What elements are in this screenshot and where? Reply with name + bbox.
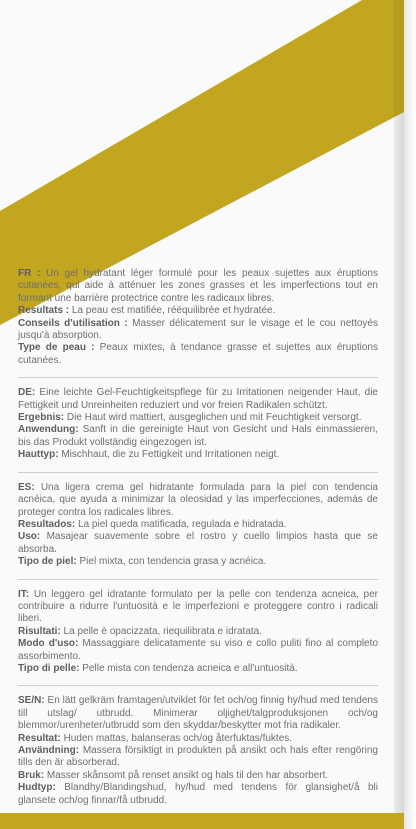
product-description [18, 268, 378, 807]
description-row [18, 424, 378, 449]
row-text: Masser délicatement sur le visage et le cou nettoyés jusqu'à absorption. [18, 317, 378, 342]
language-section [18, 589, 378, 676]
description-row [18, 782, 378, 807]
row-text: La pelle è opacizzata, riequilibrata e idratata. [60, 625, 263, 637]
description-row [18, 695, 378, 732]
row-label: DE: [18, 387, 36, 399]
row-text: Massaggiare delicatamente su viso e collo puliti fino al completo assorbimento. [18, 638, 378, 662]
row-text: Masser skånsomt på renset ansikt og hals til den har absorbert. [44, 769, 329, 781]
description-row [18, 412, 378, 424]
row-label: Hudtyp: [18, 782, 56, 794]
row-label: Resultats : [18, 305, 70, 317]
row-label: Type de peau : [18, 342, 95, 354]
description-row [18, 733, 378, 745]
language-section [18, 695, 378, 807]
row-label: Användning: [18, 745, 80, 756]
row-text: Blandhy/Blandingshud, hy/hud med tendens för glansighet/å bli glansete och/og finnar/få utbrudd. [18, 782, 378, 806]
row-text: Un gel hydratant léger formulé pour les peaux sujettes aux éruptions cutanées, qui aide à atténuer les zones grasses et les imperfections tout en formant une barrière protectrice contre les radicaux libres. [18, 268, 378, 304]
row-text: Eine leichte Gel-Feuchtigkeitspflege für zu Irritationen neigender Haut, die Fettigkeit und Unreinheiten reduziert und vor freien Radikalen schützt. [18, 387, 378, 411]
row-text: Masajear suavemente sobre el rostro y cuello limpios hasta que se absorba. [18, 531, 378, 555]
row-label: Ergebnis: [18, 412, 65, 424]
gold-stripe-shade [394, 0, 404, 117]
description-row [18, 268, 378, 305]
description-row [18, 663, 378, 675]
row-label: Resultados: [18, 518, 76, 530]
description-row [18, 482, 378, 519]
bottom-gold-band [0, 813, 404, 829]
section-divider [18, 685, 378, 686]
description-row [18, 626, 378, 638]
description-row [18, 638, 378, 663]
description-row [18, 387, 378, 412]
row-text: Peaux mixtes, à tendance grasse et sujettes aux éruptions cutanées. [18, 342, 378, 366]
row-label: Resultat: [18, 732, 61, 744]
row-label: Bruk: [18, 769, 45, 781]
row-text: La peau est matifiée, rééquilibrée et hydratée. [69, 305, 276, 317]
row-text: Mischhaut, die zu Fettigkeit und Irritationen neigt. [58, 449, 280, 461]
section-divider [18, 579, 378, 580]
row-label: ES: [18, 481, 35, 493]
description-row [18, 519, 378, 531]
row-text: Una ligera crema gel hidratante formulada para la piel con tendencia acnéica, que ayuda a minimizar la oleosidad y las imperfecciones, además de proteger contra los radicales libres. [18, 481, 378, 518]
section-divider [18, 377, 378, 378]
row-text: Piel mixta, con tendencia grasa y acnéica. [76, 556, 267, 568]
description-row [18, 342, 378, 367]
row-label: Anwendung: [18, 424, 79, 436]
row-text: En lätt gelkräm framtagen/utviklet för fet och/og finnig hy/hud med tendens till utslag/ utbrudd. Minimerar oljighet/talgproduksjonen och/og blemmor/urenheter/utbrudd som den skyddar/beskytter mot fria radikaler. [18, 695, 378, 732]
description-row [18, 305, 378, 317]
row-text: Die Haut wird mattiert, ausgeglichen und mit Feuchtigkeit versorgt. [64, 412, 362, 424]
row-label: Tipo di pelle: [18, 662, 80, 674]
row-text: Un leggero gel idratante formulato per la pelle con tendenza acneica, per contribuire a ridurre l'untuosità e le imperfezioni e proteggere contro i radicali liberi. [18, 588, 378, 625]
description-row [18, 589, 378, 626]
row-label: Conseils d'utilisation : [18, 317, 128, 329]
description-row [18, 556, 378, 568]
row-label: Modo d'uso: [18, 638, 79, 650]
row-label: FR : [18, 268, 41, 279]
row-label: Hauttyp: [18, 449, 59, 461]
row-label: Tipo de piel: [18, 556, 77, 568]
description-row [18, 531, 378, 556]
row-text: La piel queda matificada, regulada e hidratada. [75, 518, 287, 530]
row-label: IT: [18, 588, 30, 600]
section-divider [18, 472, 378, 473]
description-row [18, 449, 378, 461]
row-label: Uso: [18, 531, 41, 543]
row-label: SE/N: [18, 695, 45, 707]
row-label: Risultati: [18, 625, 61, 637]
description-row [18, 770, 378, 782]
row-text: Huden mattas, balanseras och/og återfuktas/fuktes. [60, 732, 293, 744]
language-section [18, 482, 378, 569]
row-text: Massera försiktigt in produkten på ansikt och hals efter rengöring tills den är absorberad. [18, 745, 378, 769]
description-row [18, 318, 378, 343]
row-text: Pelle mista con tendenza acneica e all'untuosità. [79, 662, 298, 674]
description-row [18, 745, 378, 770]
row-text: Sanft in die gereinigte Haut von Gesicht und Hals einmassieren, bis das Produkt vollständig eingezogen ist. [18, 424, 378, 448]
language-section [18, 268, 378, 367]
language-section [18, 387, 378, 461]
